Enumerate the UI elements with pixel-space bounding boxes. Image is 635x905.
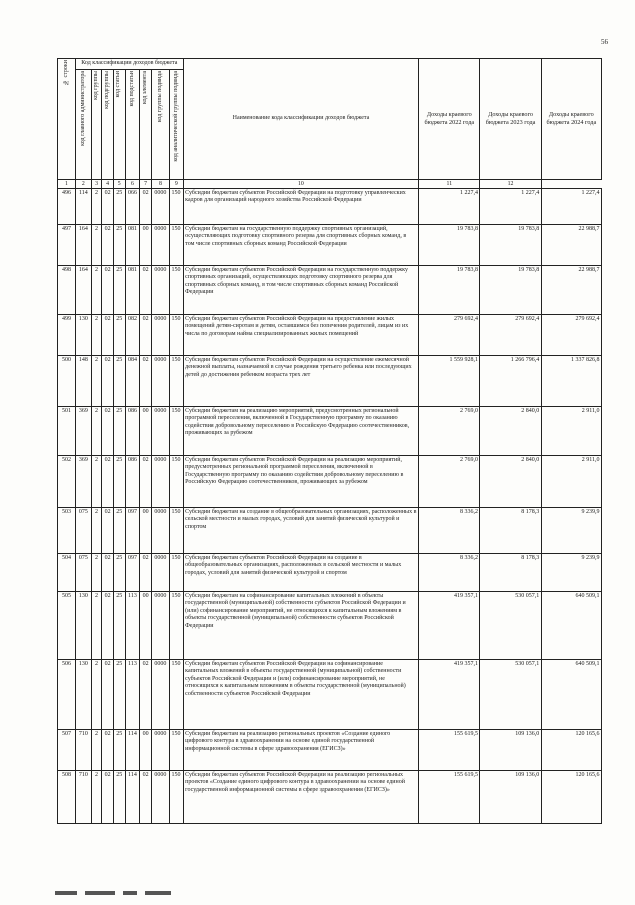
income-cell: 279 692,4 (541, 315, 601, 356)
name-header: Наименование кода классификации доходов бюджета (183, 59, 419, 180)
name-cell: Субсидии бюджетам субъектов Российской Федерации на государственную поддержку спортивных организаций, осуществляющих подготовку спортивного резерва для спортивных сборных команд, в том числе спортивных сборных команд Российской Федерации (183, 266, 419, 315)
code-cell: 00 (140, 407, 152, 456)
row-number-cell: 496 (58, 189, 76, 225)
code-cell: 0000 (151, 315, 169, 356)
code-cell: 02 (102, 660, 114, 730)
row-number-cell: 506 (58, 660, 76, 730)
code-cell: 02 (140, 771, 152, 824)
code-cell: 075 (75, 554, 91, 592)
code-cell: 02 (140, 456, 152, 508)
code-cell: 0000 (151, 771, 169, 824)
code-cell: 2 (91, 508, 102, 554)
code-cell: 0000 (151, 356, 169, 407)
code-cell: 02 (102, 407, 114, 456)
code-cell: 150 (169, 592, 183, 660)
code-cell: 081 (125, 266, 140, 315)
code-cell: 150 (169, 225, 183, 266)
code-cell: 114 (125, 730, 140, 771)
code-cell: 25 (113, 660, 125, 730)
budget-revenue-table (57, 58, 602, 824)
table-row (58, 266, 602, 315)
code-cell: 086 (125, 407, 140, 456)
name-cell: Субсидии бюджетам на создание в общеобразовательных организациях, расположенных в сельской местности и малых городах, условий для занятий физической культурой и спортом (183, 508, 419, 554)
code-cell: 25 (113, 225, 125, 266)
code-cell: 2 (91, 266, 102, 315)
income-cell: 530 057,1 (480, 660, 541, 730)
code-cell: 00 (140, 592, 152, 660)
code-col-header: код группы (91, 70, 102, 180)
row-number-header: № строки (58, 59, 76, 180)
code-cell: 097 (125, 554, 140, 592)
code-cell: 114 (125, 771, 140, 824)
name-cell: Субсидии бюджетам субъектов Российской Федерации на реализацию мероприятий, предусмотренных региональной программой переселения, включенной в Государственную программу по оказанию содействия добровольному переселению в Российскую Федерацию соотечественников, проживающих за рубежом (183, 456, 419, 508)
name-cell: Субсидии бюджетам субъектов Российской Федерации на софинансирование капитальных вложений в объекты государственной (муниципальной) собственности субъектов Российской Федерации и (или) софинансирование мероприятий, не относящихся к капитальным вложениям в объекты государственной (муниципальной) собственности субъектов Российской Федерации (183, 660, 419, 730)
code-cell: 02 (140, 189, 152, 225)
code-cell: 150 (169, 189, 183, 225)
code-cell: 081 (125, 225, 140, 266)
income-cell: 8 336,2 (419, 554, 480, 592)
code-cell: 150 (169, 554, 183, 592)
code-cell: 02 (102, 508, 114, 554)
code-col-header: код подгруппы (102, 70, 114, 180)
code-cell: 150 (169, 730, 183, 771)
code-col-header: код статьи (113, 70, 125, 180)
income-2022-header: Доходы краевого бюджета 2022 года (419, 59, 480, 180)
code-cell: 00 (140, 730, 152, 771)
code-cell: 2 (91, 225, 102, 266)
table-row (58, 189, 602, 225)
code-cell: 02 (102, 771, 114, 824)
code-cell: 00 (140, 508, 152, 554)
income-2024-header: Доходы краевого бюджета 2024 года (541, 59, 601, 180)
code-cell: 130 (75, 315, 91, 356)
code-cell: 25 (113, 356, 125, 407)
code-cell: 164 (75, 266, 91, 315)
code-cell: 2 (91, 189, 102, 225)
code-cell: 710 (75, 730, 91, 771)
income-cell: 155 619,5 (419, 730, 480, 771)
row-number-cell: 503 (58, 508, 76, 554)
name-cell: Субсидии бюджетам субъектов Российской Федерации на предоставление жилых помещений детям-сиротам и детям, оставшимся без попечения родителей, лицам из их числа по договорам найма специализированных жилых помещений (183, 315, 419, 356)
code-cell: 150 (169, 315, 183, 356)
code-cell: 25 (113, 592, 125, 660)
code-cell: 710 (75, 771, 91, 824)
code-cell: 0000 (151, 660, 169, 730)
code-col-header: код подстатьи (125, 70, 140, 180)
code-cell: 150 (169, 771, 183, 824)
row-number-cell: 501 (58, 407, 76, 456)
code-cell: 25 (113, 554, 125, 592)
income-cell: 109 136,0 (480, 771, 541, 824)
code-cell: 25 (113, 407, 125, 456)
page-number: 56 (601, 38, 608, 46)
name-cell: Субсидии бюджетам на софинансирование капитальных вложений в объекты государственной (муниципальной) собственности субъектов Российской Федерации и (или) софинансирование мероприятий, не относящихся к капитальным вложениям в объекты государственной (муниципальной) собственности субъектов Российской Федерации (183, 592, 419, 660)
code-cell: 02 (140, 266, 152, 315)
income-cell: 2 769,0 (419, 456, 480, 508)
code-cell: 113 (125, 592, 140, 660)
table-row (58, 225, 602, 266)
income-cell: 2 840,0 (480, 407, 541, 456)
income-cell: 279 692,4 (419, 315, 480, 356)
code-cell: 150 (169, 456, 183, 508)
code-cell: 25 (113, 315, 125, 356)
code-cell: 097 (125, 508, 140, 554)
code-cell: 02 (102, 456, 114, 508)
code-cell: 164 (75, 225, 91, 266)
code-col-header: код аналитической группы подвида (169, 70, 183, 180)
income-cell: 2 840,0 (480, 456, 541, 508)
code-cell: 02 (102, 266, 114, 315)
code-cell: 2 (91, 554, 102, 592)
code-cell: 114 (75, 189, 91, 225)
code-cell: 066 (125, 189, 140, 225)
code-cell: 150 (169, 407, 183, 456)
income-cell: 9 239,9 (541, 508, 601, 554)
row-number-cell: 497 (58, 225, 76, 266)
income-cell: 19 783,8 (419, 225, 480, 266)
income-cell: 109 136,0 (480, 730, 541, 771)
code-cell: 082 (125, 315, 140, 356)
name-cell: Субсидии бюджетам на государственную поддержку спортивных организаций, осуществляющих подготовку спортивного резерва для спортивных сборных команд, в том числе спортивных сборных команд Российской Федерации (183, 225, 419, 266)
income-cell: 640 509,1 (541, 592, 601, 660)
code-cell: 2 (91, 730, 102, 771)
code-cell: 2 (91, 592, 102, 660)
row-number-cell: 499 (58, 315, 76, 356)
code-cell: 150 (169, 660, 183, 730)
row-number-cell: 498 (58, 266, 76, 315)
income-cell: 1 266 796,4 (480, 356, 541, 407)
column-number-row: 1 2 3 4 5 6 7 8 9 10 11 12 (58, 180, 602, 189)
code-cell: 25 (113, 189, 125, 225)
code-cell: 02 (102, 225, 114, 266)
code-cell: 148 (75, 356, 91, 407)
code-cell: 0000 (151, 266, 169, 315)
code-cell: 2 (91, 315, 102, 356)
row-number-cell: 502 (58, 456, 76, 508)
code-cell: 02 (102, 554, 114, 592)
table-row (58, 730, 602, 771)
code-cell: 02 (102, 592, 114, 660)
income-2023-header: Доходы краевого бюджета 2023 года (480, 59, 541, 180)
code-cell: 0000 (151, 225, 169, 266)
income-cell: 279 692,4 (480, 315, 541, 356)
income-cell: 2 911,0 (541, 407, 601, 456)
income-cell: 2 769,0 (419, 407, 480, 456)
income-cell: 9 239,9 (541, 554, 601, 592)
table-row (58, 592, 602, 660)
code-cell: 0000 (151, 730, 169, 771)
income-cell: 1 227,4 (419, 189, 480, 225)
code-cell: 084 (125, 356, 140, 407)
name-cell: Субсидии бюджетам субъектов Российской Федерации на реализацию региональных проектов «Создание единого цифрового контура в здравоохранении на основе единой государственной информационной системы в сфере здравоохранения (ЕГИСЗ)» (183, 771, 419, 824)
classification-group-header: Код классификации доходов бюджета (75, 59, 183, 70)
income-cell: 8 336,2 (419, 508, 480, 554)
code-cell: 02 (140, 660, 152, 730)
code-cell: 2 (91, 771, 102, 824)
scan-artifact (55, 884, 255, 896)
income-cell: 2 911,0 (541, 456, 601, 508)
code-cell: 2 (91, 660, 102, 730)
income-cell: 640 509,1 (541, 660, 601, 730)
code-cell: 02 (102, 189, 114, 225)
code-cell: 086 (125, 456, 140, 508)
income-cell: 1 227,4 (480, 189, 541, 225)
code-cell: 2 (91, 356, 102, 407)
income-cell: 8 178,3 (480, 554, 541, 592)
table-row (58, 660, 602, 730)
code-cell: 02 (140, 554, 152, 592)
income-cell: 19 783,8 (419, 266, 480, 315)
code-cell: 369 (75, 456, 91, 508)
income-cell: 1 337 826,8 (541, 356, 601, 407)
table-row (58, 315, 602, 356)
income-cell: 120 165,6 (541, 771, 601, 824)
table-row (58, 407, 602, 456)
code-cell: 0000 (151, 407, 169, 456)
income-cell: 419 357,1 (419, 660, 480, 730)
code-cell: 150 (169, 266, 183, 315)
name-cell: Субсидии бюджетам субъектов Российской Федерации на осуществление ежемесячной денежной выплаты, назначаемой в случае рождения третьего ребенка или последующих детей до достижения ребенком возраста трех лет (183, 356, 419, 407)
code-col-header: код элемента (140, 70, 152, 180)
income-cell: 155 619,5 (419, 771, 480, 824)
table-row (58, 456, 602, 508)
code-cell: 0000 (151, 592, 169, 660)
code-cell: 150 (169, 508, 183, 554)
code-cell: 130 (75, 592, 91, 660)
income-cell: 22 988,7 (541, 266, 601, 315)
table-row (58, 356, 602, 407)
code-cell: 25 (113, 508, 125, 554)
code-cell: 25 (113, 456, 125, 508)
row-number-cell: 508 (58, 771, 76, 824)
table-row (58, 508, 602, 554)
code-cell: 113 (125, 660, 140, 730)
income-cell: 19 783,8 (480, 266, 541, 315)
income-cell: 419 357,1 (419, 592, 480, 660)
name-cell: Субсидии бюджетам субъектов Российской Федерации на подготовку управленческих кадров для организаций народного хозяйства Российской Федерации (183, 189, 419, 225)
code-cell: 130 (75, 660, 91, 730)
code-cell: 25 (113, 771, 125, 824)
income-cell: 120 165,6 (541, 730, 601, 771)
code-col-header: код группы подвида (151, 70, 169, 180)
code-cell: 02 (140, 315, 152, 356)
income-cell: 22 988,7 (541, 225, 601, 266)
table-row (58, 554, 602, 592)
name-cell: Субсидии бюджетам на реализацию региональных проектов «Создание единого цифрового контура в здравоохранении на основе единой государственной информационной системы в сфере здравоохранения (ЕГИСЗ)» (183, 730, 419, 771)
code-cell: 075 (75, 508, 91, 554)
code-cell: 369 (75, 407, 91, 456)
code-cell: 0000 (151, 508, 169, 554)
income-cell: 1 559 928,1 (419, 356, 480, 407)
code-cell: 02 (102, 730, 114, 771)
row-number-cell: 500 (58, 356, 76, 407)
code-cell: 0000 (151, 456, 169, 508)
row-number-cell: 504 (58, 554, 76, 592)
table-body (58, 189, 602, 824)
table-row (58, 771, 602, 824)
code-cell: 25 (113, 266, 125, 315)
income-cell: 530 057,1 (480, 592, 541, 660)
code-cell: 0000 (151, 554, 169, 592)
income-cell: 1 227,4 (541, 189, 601, 225)
income-cell: 8 178,3 (480, 508, 541, 554)
code-cell: 150 (169, 356, 183, 407)
name-cell: Субсидии бюджетам на реализацию мероприятий, предусмотренных региональной программой переселения, включенной в Государственную программу по оказанию содействия добровольному переселению в Российскую Федерацию соотечественников, проживающих за рубежом (183, 407, 419, 456)
code-cell: 02 (102, 356, 114, 407)
code-cell: 0000 (151, 189, 169, 225)
code-cell: 2 (91, 407, 102, 456)
row-number-cell: 507 (58, 730, 76, 771)
code-cell: 00 (140, 225, 152, 266)
code-cell: 02 (102, 315, 114, 356)
code-cell: 02 (140, 356, 152, 407)
code-cell: 25 (113, 730, 125, 771)
name-cell: Субсидии бюджетам субъектов Российской Федерации на создание в общеобразовательных организациях, расположенных в сельской местности и малых городах, условий для занятий физической культурой и спортом (183, 554, 419, 592)
income-cell: 19 783,8 (480, 225, 541, 266)
code-col-header: код главного администратора (75, 70, 91, 180)
row-number-cell: 505 (58, 592, 76, 660)
code-cell: 2 (91, 456, 102, 508)
